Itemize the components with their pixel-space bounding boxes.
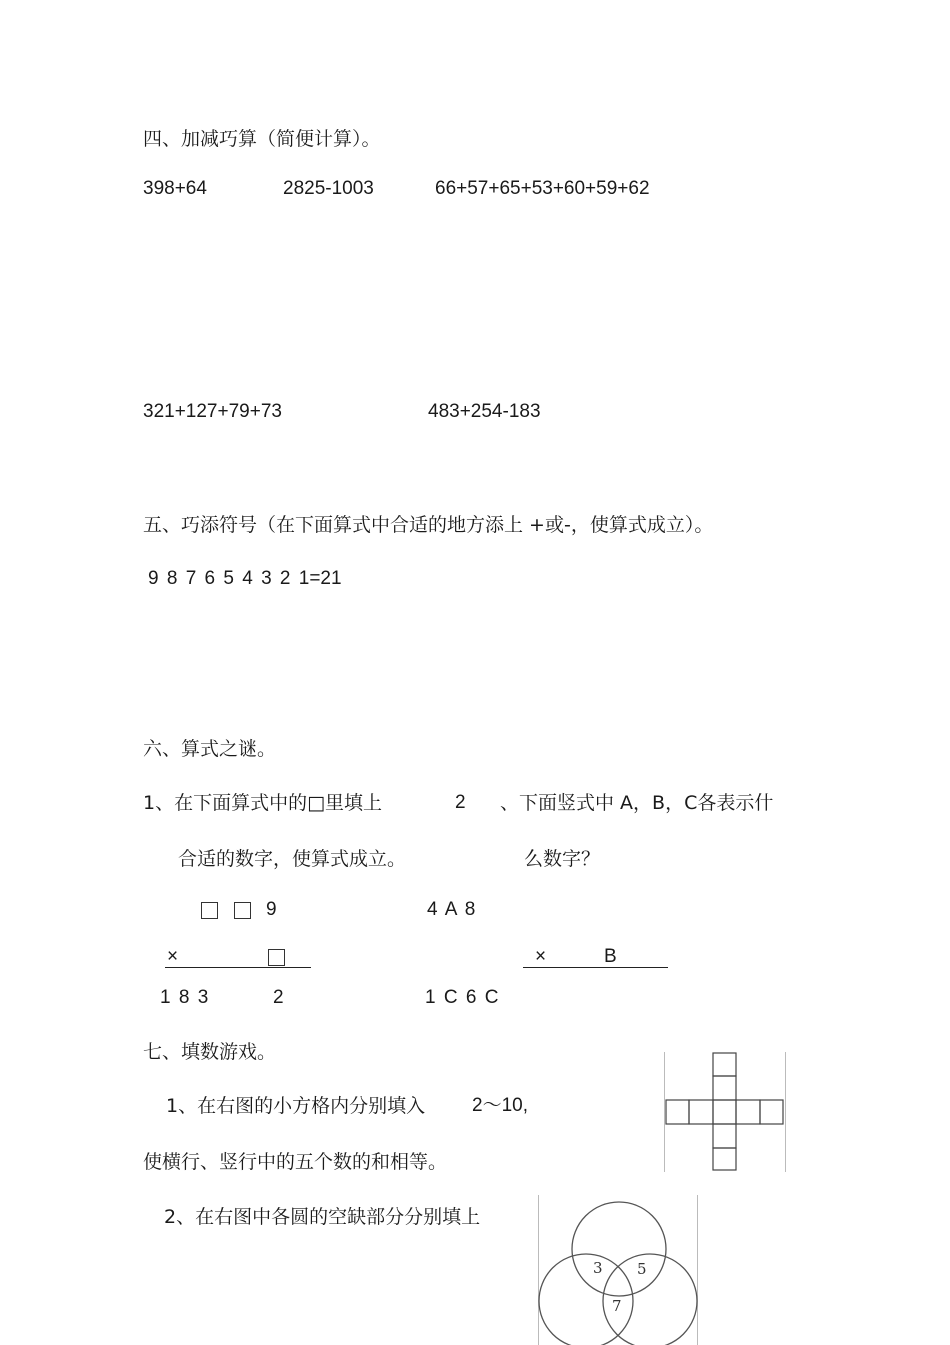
calc2-top: 4 A 8 [427,899,476,920]
expression-3: 66+57+65+53+60+59+62 [435,178,650,199]
symbol-equation: 9 8 7 6 5 4 3 2 1=21 [148,568,342,589]
circle-label-5: 5 [637,1260,647,1278]
calc1-result-2: 2 [273,987,284,1008]
q2-number: 2 [455,792,466,813]
blank-box-2[interactable] [234,902,251,919]
section-5-title: 五、巧添符号（在下面算式中合适的地方添上 +或-，使算式成立）。 [143,514,714,536]
expression-2: 2825-1003 [283,178,374,199]
expression-1: 398+64 [143,178,207,199]
calc2-times-sign: × [535,946,547,967]
blank-box-3[interactable] [268,949,285,966]
calc1-top-digit: 9 [266,899,277,920]
circle-label-3: 3 [593,1259,603,1277]
fill-q1-range: 2～10, [472,1095,528,1116]
blank-box-1[interactable] [201,902,218,919]
three-circles-figure [538,1195,698,1345]
q2-text-line1: 、下面竖式中 A，B，C各表示什 [500,792,774,814]
expression-5: 483+254-183 [428,401,541,422]
calc1-times-sign: × [167,946,179,967]
cross-grid-figure [664,1052,786,1172]
calc1-underline [165,967,311,968]
calc2-underline [523,967,668,968]
fill-q1-line1: 1、在右图的小方格内分别填入 [166,1095,426,1117]
section-7-title: 七、填数游戏。 [143,1041,277,1063]
q1-text-line1: 1、在下面算式中的□里填上 [143,792,383,814]
fill-q1-line2: 使横行、竖行中的五个数的和相等。 [143,1151,448,1173]
calc2-b: B [604,946,617,967]
circle-label-7: 7 [612,1297,622,1315]
calc1-result-1: 1 8 3 [160,987,209,1008]
q1-text-line2: 合适的数字，使算式成立。 [178,848,407,870]
section-4-title: 四、加减巧算（简便计算）。 [143,128,381,150]
expression-4: 321+127+79+73 [143,401,282,422]
calc2-result: 1 C 6 C [425,987,499,1008]
q2-text-line2: 么数字？ [524,848,601,870]
fill-q2-line1: 2、在右图中各圆的空缺部分分别填上 [164,1206,481,1228]
section-6-title: 六、算式之谜。 [143,738,277,760]
